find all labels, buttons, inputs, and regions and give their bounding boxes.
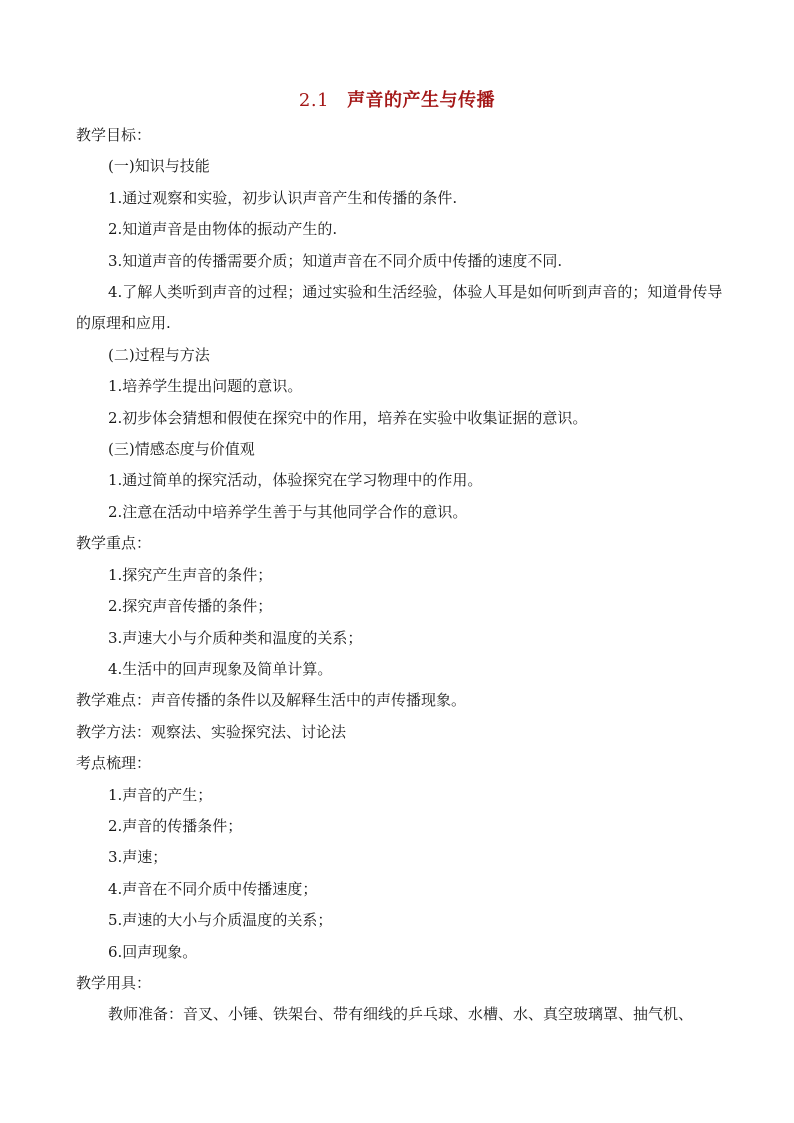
text-line: (二)过程与方法	[108, 345, 210, 364]
text-line: 考点梳理：	[76, 754, 152, 773]
text-line: 2.声音的传播条件；	[108, 816, 243, 835]
text-line: 2.初步体会猜想和假使在探究中的作用，培养在实验中收集证据的意识。	[108, 408, 588, 427]
text-line: 2.探究声音传播的条件；	[108, 597, 273, 616]
text-line: 1.声音的产生；	[108, 785, 213, 804]
text-line: 1.探究产生声音的条件；	[108, 565, 273, 584]
text-line: 6.回声现象。	[108, 942, 198, 961]
text-line: 教学方法：观察法、实验探究法、讨论法	[76, 722, 347, 741]
text-line: 4.了解人类听到声音的过程；通过实验和生活经验，体验人耳是如何听到声音的；知道骨传导的原理和应用.	[76, 283, 723, 333]
document-body	[76, 120, 736, 1031]
text-line: 3.声速；	[108, 848, 168, 867]
text-line: 4.声音在不同介质中传播速度；	[108, 879, 318, 898]
text-line: 教学难点：声音传播的条件以及解释生活中的声传播现象。	[76, 691, 467, 710]
text-line: (一)知识与技能	[108, 157, 210, 176]
text-line: 教学目标：	[76, 126, 152, 144]
text-line: 教学重点：	[76, 534, 152, 553]
text-line: 3.声速大小与介质种类和温度的关系；	[108, 628, 363, 647]
text-line: (三)情感态度与价值观	[108, 440, 255, 459]
text-line: 教学用具：	[76, 973, 152, 992]
text-line: 教师准备：音叉、小锤、铁架台、带有细线的乒乓球、水槽、水、真空玻璃罩、抽气机、	[108, 1005, 694, 1024]
title-number: 2.1	[298, 90, 330, 111]
text-line: 1.培养学生提出问题的意识。	[108, 377, 303, 396]
document-title	[0, 86, 794, 112]
text-line: 1.通过观察和实验，初步认识声音产生和传播的条件.	[108, 188, 458, 207]
text-line: 2.知道声音是由物体的振动产生的.	[108, 220, 338, 239]
title-text: 声音的产生与传播	[347, 90, 496, 111]
text-line: 1.通过简单的探究活动，体验探究在学习物理中的作用。	[108, 471, 483, 490]
text-line: 5.声速的大小与介质温度的关系；	[108, 911, 333, 930]
text-line: 4.生活中的回声现象及简单计算。	[108, 659, 333, 678]
text-line: 3.知道声音的传播需要介质；知道声音在不同介质中传播的速度不同.	[108, 251, 563, 270]
text-line: 2.注意在活动中培养学生善于与其他同学合作的意识。	[108, 502, 468, 521]
